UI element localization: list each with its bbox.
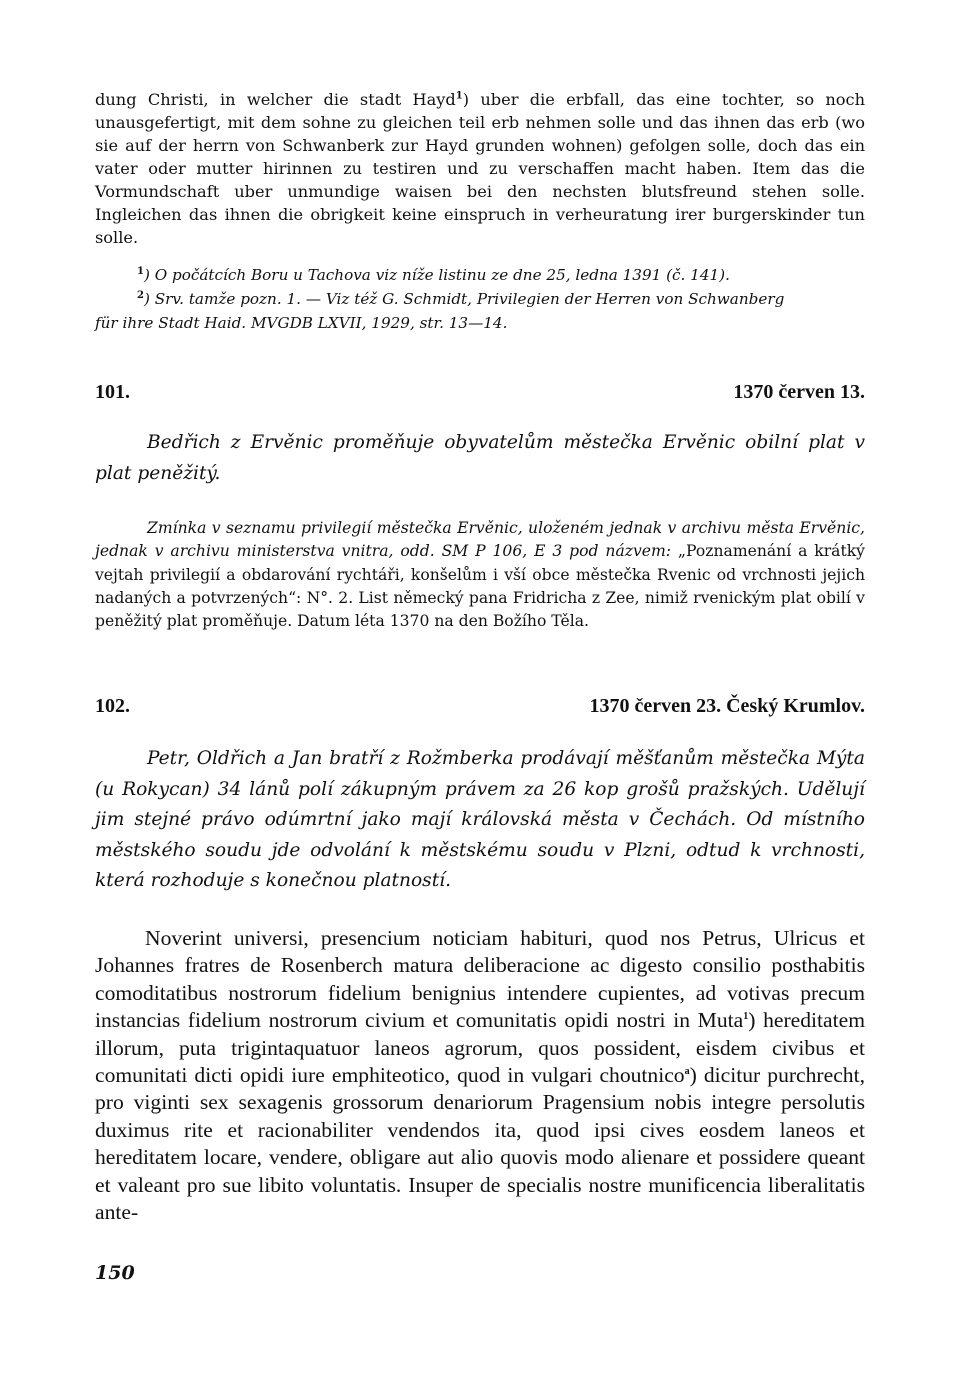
latin-text: ) dicitur purchrecht, pro viginti sex sexagenis grossorum denariorum Pragensium nobis integre persolutis duximus rite et racionabiliter vendendos ita, quod ipsi cives eosdem laneos et hereditatem locare, vendere, obligare aut alio quovis modo alienare et possidere queant et valeant pro sue libito voluntatis. Insuper de specialis nostre munificencia liberalitatis ante- <box>95 1063 865 1225</box>
entry-date: 1370 červen 13. <box>733 381 865 403</box>
latin-text: Noverint universi, presencium noticiam habituri, quod nos Petrus, Ulricus et Johannes fratres de Rosenberch matura deliberacione ac digesto consilio posthabitis comoditatibus nostrorum fidelium benignius intendere cupientes, ad votivas precum instancias fidelium nostrorum civium et comunitatis opidi nostri in Muta <box>95 925 865 1033</box>
footnote-reference: 1 <box>455 90 463 102</box>
footnotes <box>95 263 865 335</box>
page-content <box>95 88 865 1226</box>
footnote-mark: 1 <box>137 265 144 277</box>
entry-101-heading <box>95 381 865 404</box>
latin-text: ) hereditatem illorum, puta trigintaquatuor laneos agrorum, quos possident, eisdem civibus et comunitati dicti opidi iure emphiteotico, quod in vulgari choutnico <box>95 1008 865 1088</box>
note-text: „Poznamenání a krátký vejtah privilegií a obdarování rychtáři, konšelům i vší obce městečka Rvenic od vrchnosti jejich nadaných a potvrzených“: N°. 2. List německý pana Fridricha z Zee, nimiž rvenickým plat obilí v peněžitý plat proměňuje. Datum léta 1370 na den Božího Těla. <box>95 542 865 631</box>
footnote-reference: a <box>684 1065 690 1077</box>
continuation-text: ) uber die erbfall, das eine tochter, so noch unausgefertigt, mit dem sohne zu gleichen teil erb nehmen solle und das ihnen das erb (wo sie auf der herrn von Schwanberk zur Hayd grunden wohnen) gefolgen solle, doch das ein vater oder mutter hirinnen zu testiren und zu verschaffen macht haben. Item das die Vormundschaft uber unmundige waisen bei den nechsten blutsfreund stehen solle. Ingleichen das ihnen die obrigkeit keine einspruch in verheuratung irer burgerskinder tun solle. <box>95 90 865 247</box>
footnote-text: ) O počátcích Boru u Tachova viz níže listinu ze dne 25, ledna 1391 (č. 141). <box>143 266 730 284</box>
footnote-mark: 2 <box>137 289 144 301</box>
entry-102-summary: Petr, Oldřich a Jan bratří z Rožmberka prodávají měšťanům městečka Mýta (u Rokycan) 34 lánů polí zákupným právem za 26 kop grošů pražských. Udělují jim stejné právo odúmrtní jako mají královská města v Čechách. Od místního městského soudu jde odvolání k městskému soudu v Plzni, odtud k vrchnosti, která rozhoduje s konečnou platností. <box>95 748 865 892</box>
entry-101-note <box>95 517 865 633</box>
footnote-text: ) Srv. tamže pozn. 1. — Viz též G. Schmidt, Privilegien der Herren von Schwanberg <box>143 290 785 308</box>
entry-102-latin-text <box>95 925 865 1226</box>
entry-number: 101. <box>95 381 130 403</box>
entry-date: 1370 červen 23. Český Krumlov. <box>589 695 865 718</box>
note-italic-text: Zmínka v seznamu privilegií městečka Ervěnic, uloženém jednak v archivu města Ervěnic, jednak v archivu ministerstva vnitra, odd. SM P 106, E 3 pod názvem: <box>95 519 865 561</box>
footnote <box>95 287 865 311</box>
footnote-reference: 1 <box>743 1011 749 1023</box>
footnote-text: für ihre Stadt Haid. MVGDB LXVII, 1929, str. 13—14. <box>95 314 508 332</box>
entry-101-summary: Bedřich z Ervěnic proměňuje obyvatelům městečka Ervěnic obilní plat v plat peněžitý. <box>95 432 865 484</box>
entry-number: 102. <box>95 695 130 718</box>
entry-102-heading <box>95 695 865 718</box>
footnote <box>95 263 865 287</box>
continuation-text: dung Christi, in welcher die stadt Hayd <box>95 90 456 109</box>
footnote-continuation <box>95 311 865 335</box>
continuation-paragraph <box>95 88 865 249</box>
page-number: 150 <box>95 1262 135 1284</box>
